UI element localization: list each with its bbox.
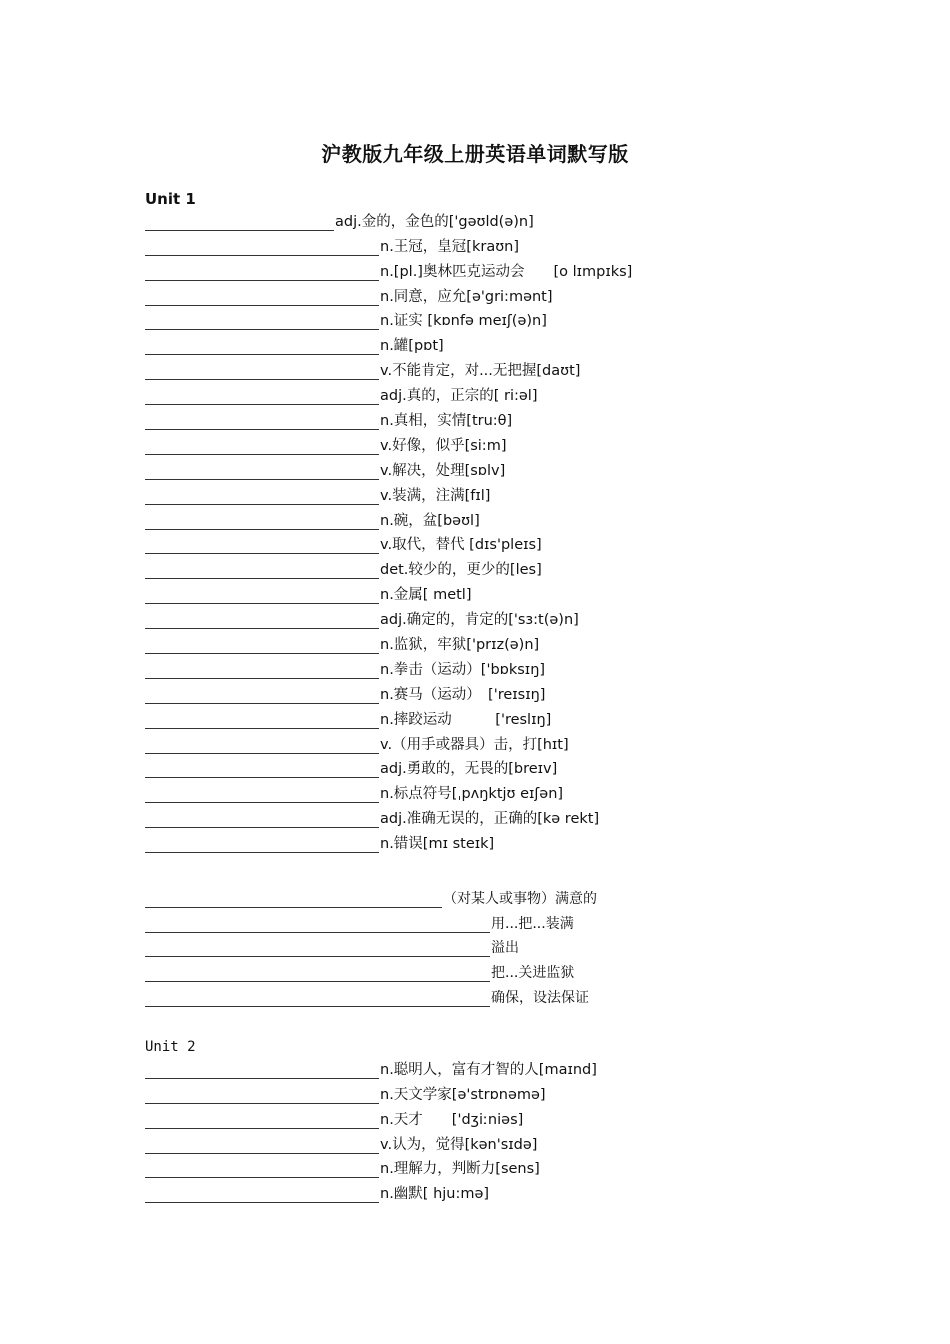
word-definition: n.拳击（运动）['bɒksɪŋ] bbox=[380, 661, 546, 678]
answer-blank[interactable] bbox=[145, 586, 379, 604]
answer-blank[interactable] bbox=[145, 1185, 379, 1203]
word-definition: v.解决，处理[sɒlv] bbox=[380, 462, 506, 479]
word-definition: n.标点符号[ˌpʌŋktjʊ eɪʃən] bbox=[380, 786, 564, 803]
list-item bbox=[145, 1129, 597, 1154]
phrase-definition: （对某人或事物）满意的 bbox=[443, 890, 597, 907]
answer-blank[interactable] bbox=[145, 810, 379, 828]
list-item bbox=[145, 629, 632, 654]
word-definition: v.取代，替代 [dɪs'pleɪs] bbox=[380, 537, 542, 554]
list-item bbox=[145, 281, 632, 306]
list-item bbox=[145, 355, 632, 380]
word-definition: n.罐[pɒt] bbox=[380, 338, 444, 355]
answer-blank[interactable] bbox=[145, 263, 379, 281]
answer-blank[interactable] bbox=[145, 890, 442, 908]
list-item bbox=[145, 306, 632, 331]
word-definition: n.理解力，判断力[sens] bbox=[380, 1161, 540, 1178]
answer-blank[interactable] bbox=[145, 611, 379, 629]
word-definition: n.碗，盆[bəʊl] bbox=[380, 512, 480, 529]
answer-blank[interactable] bbox=[145, 437, 379, 455]
answer-blank[interactable] bbox=[145, 939, 490, 957]
list-item bbox=[145, 828, 632, 853]
list-item bbox=[145, 754, 632, 779]
list-item bbox=[145, 957, 597, 982]
word-definition: v.装满，注满[fɪl] bbox=[380, 487, 491, 504]
word-definition: v.认为，觉得[kən'sɪdə] bbox=[380, 1136, 538, 1153]
answer-blank[interactable] bbox=[145, 915, 490, 933]
list-item bbox=[145, 679, 632, 704]
word-definition: n.聪明人，富有才智的人[maɪnd] bbox=[380, 1061, 597, 1078]
word-definition: n.同意，应允[ə'gri:mənt] bbox=[380, 288, 553, 305]
word-definition: n.赛马（运动） ['reɪsɪŋ] bbox=[380, 686, 546, 703]
answer-blank[interactable] bbox=[145, 312, 379, 330]
list-item bbox=[145, 982, 597, 1007]
list-item bbox=[145, 380, 632, 405]
list-item bbox=[145, 1178, 597, 1203]
list-item bbox=[145, 505, 632, 530]
unit-1-phrase-list bbox=[145, 883, 597, 1007]
list-item bbox=[145, 256, 632, 281]
list-item bbox=[145, 1154, 597, 1179]
list-item bbox=[145, 604, 632, 629]
list-item bbox=[145, 455, 632, 480]
list-item bbox=[145, 405, 632, 430]
list-item bbox=[145, 778, 632, 803]
list-item bbox=[145, 654, 632, 679]
list-item bbox=[145, 530, 632, 555]
answer-blank[interactable] bbox=[145, 561, 379, 579]
list-item bbox=[145, 554, 632, 579]
answer-blank[interactable] bbox=[145, 835, 379, 853]
word-definition: n.王冠，皇冠[kraʊn] bbox=[380, 238, 520, 255]
word-definition: adj.金的，金色的['gəʊld(ə)n] bbox=[335, 213, 534, 230]
unit-2-word-list bbox=[145, 1054, 597, 1203]
answer-blank[interactable] bbox=[145, 462, 379, 480]
word-definition: n.监狱，牢狱['prɪz(ə)n] bbox=[380, 637, 540, 654]
answer-blank[interactable] bbox=[145, 1086, 379, 1104]
page-title: 沪教版九年级上册英语单词默写版 bbox=[321, 142, 629, 166]
answer-blank[interactable] bbox=[145, 736, 379, 754]
list-item bbox=[145, 1104, 597, 1129]
word-definition: adj.确定的，肯定的['sɜ:t(ə)n] bbox=[380, 612, 579, 629]
list-item bbox=[145, 231, 632, 256]
phrase-definition: 把...关进监狱 bbox=[491, 965, 575, 982]
answer-blank[interactable] bbox=[145, 785, 379, 803]
list-item bbox=[145, 883, 597, 908]
answer-blank[interactable] bbox=[145, 1111, 379, 1129]
answer-blank[interactable] bbox=[145, 536, 379, 554]
word-definition: n.天才 ['dʒiːniəs] bbox=[380, 1111, 524, 1128]
phrase-definition: 确保，设法保证 bbox=[491, 989, 589, 1006]
answer-blank[interactable] bbox=[145, 288, 379, 306]
answer-blank[interactable] bbox=[145, 636, 379, 654]
list-item bbox=[145, 704, 632, 729]
answer-blank[interactable] bbox=[145, 213, 334, 231]
answer-blank[interactable] bbox=[145, 1136, 379, 1154]
list-item bbox=[145, 430, 632, 455]
answer-blank[interactable] bbox=[145, 487, 379, 505]
answer-blank[interactable] bbox=[145, 362, 379, 380]
word-definition: adj.真的，正宗的[ ri:əl] bbox=[380, 388, 538, 405]
answer-blank[interactable] bbox=[145, 964, 490, 982]
answer-blank[interactable] bbox=[145, 512, 379, 530]
word-definition: n.天文学家[ə'strɒnəmə] bbox=[380, 1086, 546, 1103]
answer-blank[interactable] bbox=[145, 238, 379, 256]
list-item bbox=[145, 1054, 597, 1079]
answer-blank[interactable] bbox=[145, 760, 379, 778]
answer-blank[interactable] bbox=[145, 989, 490, 1007]
word-definition: v.（用手或器具）击，打[hɪt] bbox=[380, 736, 569, 753]
word-definition: n.幽默[ hju:mə] bbox=[380, 1186, 490, 1203]
answer-blank[interactable] bbox=[145, 412, 379, 430]
list-item bbox=[145, 908, 597, 933]
answer-blank[interactable] bbox=[145, 661, 379, 679]
answer-blank[interactable] bbox=[145, 337, 379, 355]
list-item bbox=[145, 579, 632, 604]
word-definition: n.真相，实情[tru:θ] bbox=[380, 413, 513, 430]
unit-1-word-list bbox=[145, 206, 632, 853]
list-item bbox=[145, 803, 632, 828]
phrase-definition: 溢出 bbox=[491, 940, 519, 957]
answer-blank[interactable] bbox=[145, 686, 379, 704]
word-definition: n.错误[mɪ steɪk] bbox=[380, 836, 495, 853]
list-item bbox=[145, 933, 597, 958]
word-definition: n.[pl.]奥林匹克运动会 [o lɪmpɪks] bbox=[380, 263, 633, 280]
list-item bbox=[145, 330, 632, 355]
word-definition: v.好像，似乎[si:m] bbox=[380, 437, 507, 454]
list-item bbox=[145, 480, 632, 505]
word-definition: n.金属[ metl] bbox=[380, 587, 472, 604]
list-item bbox=[145, 729, 632, 754]
unit-1-heading: Unit 1 bbox=[145, 190, 196, 208]
word-definition: adj.准确无误的，正确的[kə rekt] bbox=[380, 811, 600, 828]
word-definition: n.证实 [kɒnfə meɪʃ(ə)n] bbox=[380, 313, 547, 330]
answer-blank[interactable] bbox=[145, 1160, 379, 1178]
phrase-definition: 用...把...装满 bbox=[491, 915, 574, 932]
answer-blank[interactable] bbox=[145, 1061, 379, 1079]
answer-blank[interactable] bbox=[145, 711, 379, 729]
answer-blank[interactable] bbox=[145, 387, 379, 405]
list-item bbox=[145, 1079, 597, 1104]
word-definition: v.不能肯定，对...无把握[daʊt] bbox=[380, 363, 581, 380]
word-definition: adj.勇敢的，无畏的[breɪv] bbox=[380, 761, 558, 778]
word-definition: n.摔跤运动 ['reslɪŋ] bbox=[380, 711, 552, 728]
word-definition: det.较少的，更少的[les] bbox=[380, 562, 542, 579]
list-item bbox=[145, 206, 632, 231]
unit-2-heading: Unit 2 bbox=[145, 1039, 196, 1055]
